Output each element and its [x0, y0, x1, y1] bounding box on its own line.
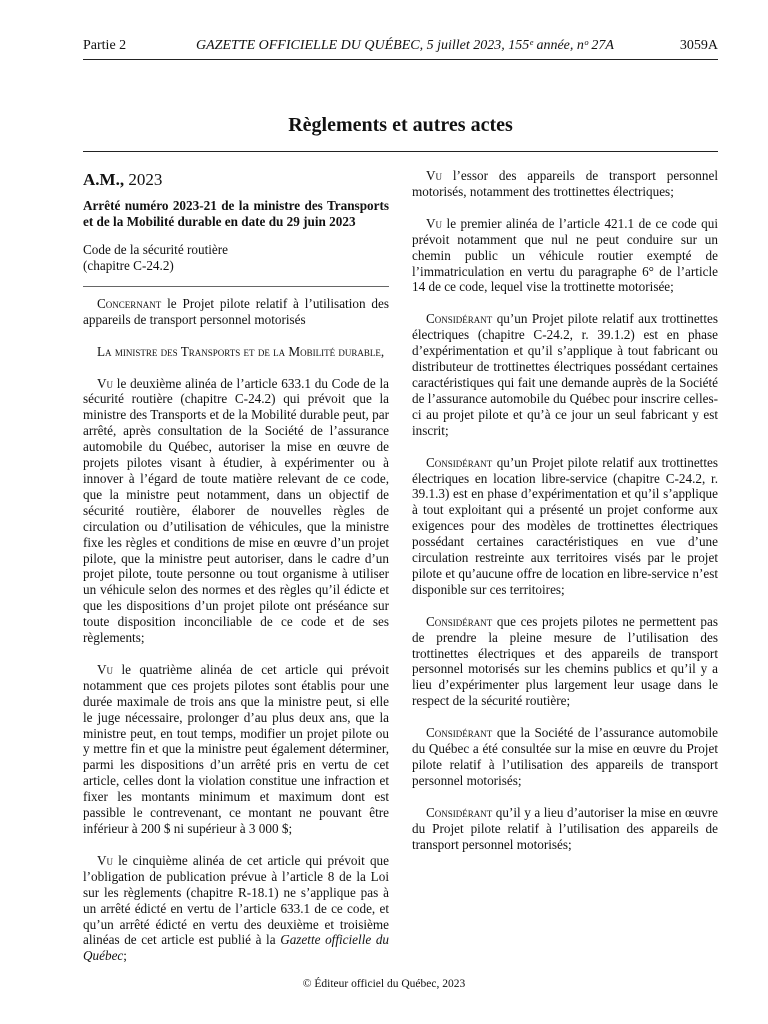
- vu-text-4: l’essor des appareils de transport personnel motorisés, notamment des trottinettes électriques;: [412, 168, 718, 199]
- vu-paragraph-5: [412, 216, 718, 296]
- code-line-1: Code de la sécurité routière: [83, 241, 228, 257]
- right-column: [412, 168, 718, 869]
- vu-paragraph-1: [83, 376, 389, 646]
- code-line-2: (chapitre C-24.2): [83, 257, 174, 273]
- vu-lead-3: Vu: [97, 852, 114, 868]
- vu-text-2: le quatrième alinéa de cet article qui prévoit notamment que ces projets pilotes sont établis pour une durée maximale de trois ans que la ministre peut, si elle le juge nécessaire, prolonger d’au plus deux ans, que la ministre peut, en tout temps, modifier un projet pilote ou y mettre fin et que la ministre peut également déterminer, parmi les dispositions d’un arrêté pris en vertu de cet article, celles dont la violation constitue une infraction et fixer les montants minimum et maximum dont est passible le contrevenant, ce montant ne pouvant être inférieur à 200 $ ni supérieur à 3 000 $;: [83, 661, 389, 836]
- publication-title: GAZETTE OFFICIELLE DU QUÉBEC, 5 juillet 2023, 155ᵉ année, nᵒ 27A: [196, 38, 614, 53]
- vu-text-3: le cinquième alinéa de cet article qui prévoit que l’obligation de publication prévue à l’article 8 de la Loi sur les règlements (chapitre R-18.1) ne s’applique pas à un arrêté édicté en vertu de l’article 633.1 de ce code, et qu’un arrêté édicté en vertu des deuxième et troisième alinéas de cet article est publié à la: [83, 852, 389, 948]
- vu-paragraph-2: [83, 662, 389, 837]
- considerant-lead-2: Considérant: [426, 454, 493, 470]
- left-column: [83, 168, 389, 980]
- vu-paragraph-3: [83, 853, 389, 964]
- vu-lead-1: Vu: [97, 375, 114, 391]
- gazette-title: Gazette officielle du Québec: [83, 932, 390, 964]
- header-rule: [83, 59, 718, 60]
- vu-lead-5: Vu: [426, 215, 443, 231]
- considerant-text-5: qu’il y a lieu d’autoriser la mise en œuvre du Projet pilote relatif à l’utilisation des appareils de transport personnel motorisés;: [412, 804, 718, 852]
- code-reference: [83, 242, 389, 274]
- part-label: Partie 2: [83, 38, 127, 53]
- am-label: A.M.,: [83, 170, 125, 189]
- considerant-text-4: que la Société de l’assurance automobile du Québec a été consultée sur la mise en œuvre du Projet pilote relatif à l’utilisation des appareils de transport personnel motorisés;: [412, 725, 718, 788]
- section-title: Règlements et autres actes: [288, 114, 513, 136]
- page-number: 3059A: [679, 38, 718, 53]
- considerant-lead-5: Considérant: [426, 804, 493, 820]
- vu-text-5: le premier alinéa de l’article 421.1 de ce code qui prévoit notamment que nul ne peut conduire sur un chemin public un véhicule routier exempté de l’immatriculation en vertu du paragraphe 6° de l’article 14 de ce code, lequel vise la trottinette motorisée;: [412, 215, 718, 295]
- considerant-text-2: qu’un Projet pilote relatif aux trottinettes électriques en location libre-service (chapitre C-24.2, r. 39.1.3) est en phase d’expérimentation et qu’il s’applique à tout exploitant qui a présenté un projet conforme aux exigences pour des modèles de trottinettes électriques possédant certaines caractéristiques en vue d’une circulation restreinte aux territoires visés par le projet pilote et qu’aucune offre de location en libre-service n’est disponible sur ces territoires;: [412, 454, 718, 597]
- considerant-text-3: que ces projets pilotes ne permettent pas de prendre la pleine mesure de l’utilisation des trottinettes électriques et des appareils de transport personnel motorisés sur les chemins publics et qu’il y a lieu d’expérimenter plus largement leur usage dans le respect de la sécurité routière;: [412, 613, 718, 709]
- vu-lead-4: Vu: [426, 168, 443, 183]
- page-header: [83, 38, 718, 58]
- considerant-text-1: qu’un Projet pilote relatif aux trottinettes électriques (chapitre C-24.2, r. 39.1.2) est en phase d’expérimentation et qu’il s’applique à tout fabricant ou distributeur de trottinettes électriques possédant certaines caractéristiques qui fait une demande auprès de la Société de l’assurance automobile du Québec pour inscrire celles-ci au projet pilote et qu’à ce jour un seul fabricant y est inscrit;: [412, 311, 718, 438]
- column-rule: [83, 286, 389, 287]
- vu-paragraph-4: [412, 168, 718, 200]
- arrete-title: Arrêté numéro 2023-21 de la ministre des Transports et de la Mobilité durable en date du 29 juin 2023: [83, 198, 389, 229]
- considerant-lead-3: Considérant: [426, 613, 493, 629]
- am-year: 2023: [124, 170, 163, 189]
- copyright-footer: © Éditeur officiel du Québec, 2023: [302, 978, 466, 990]
- concernant-paragraph: [83, 296, 389, 328]
- considerant-lead-4: Considérant: [426, 725, 493, 741]
- considerant-lead-1: Considérant: [426, 311, 493, 327]
- vu-end-3: ;: [123, 948, 127, 964]
- am-heading: [83, 170, 389, 190]
- considerant-paragraph-5: [412, 805, 718, 853]
- vu-lead-2: Vu: [97, 661, 114, 677]
- considerant-paragraph-3: [412, 614, 718, 709]
- section-rule: [83, 151, 718, 152]
- considerant-paragraph-2: [412, 455, 718, 598]
- considerant-paragraph-1: [412, 311, 718, 438]
- concernant-lead: Concernant: [97, 295, 162, 311]
- considerant-paragraph-4: [412, 725, 718, 789]
- vu-text-1: le deuxième alinéa de l’article 633.1 du Code de la sécurité routière (chapitre C-24.2) qui prévoit que la ministre des Transports et de la Mobilité durable peut, par arrêté, après consultation de la Société de l’assurance automobile du Québec, autoriser la mise en œuvre de projets pilotes visant à étudier, à expérimenter ou à innover à l’égard de toute matière relevant de ce code, que la ministre peut notamment, dans un objectif de sécurité routière, élaborer de nouvelles règles de circulation ou d’utilisation de véhicules, que la ministre fixe les règles et conditions de mise en œuvre d’un projet pilote, que la ministre peut autoriser, dans le cadre d’un projet pilote, toute personne ou tout organisme à utiliser un véhicule selon des normes et des règles qu’il édicte et que les dispositions d’un projet pilote ont préséance sur toute disposition inconciliable de ce code et de ses règlements;: [83, 375, 389, 646]
- ministre-line: La ministre des Transports et de la Mobilité durable,: [97, 343, 385, 359]
- concernant-text: le Projet pilote relatif à l’utilisation des appareils de transport personnel motorisés: [83, 295, 389, 327]
